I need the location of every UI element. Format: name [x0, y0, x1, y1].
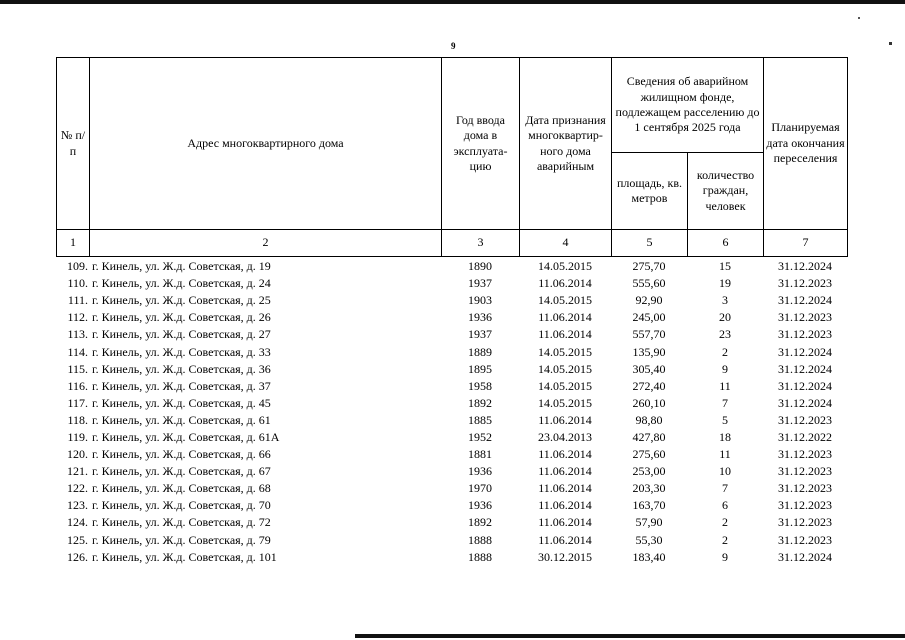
- column-number: 4: [520, 230, 612, 257]
- row-year: 1958: [468, 378, 492, 393]
- header-num: № п/п: [57, 58, 90, 230]
- row-date: 11.06.2014: [538, 515, 592, 530]
- row-residents: 9: [722, 361, 728, 376]
- row-residents: 10: [719, 464, 731, 479]
- table-row: [56, 275, 847, 292]
- row-end-date: 31.12.2023: [778, 310, 832, 325]
- row-area: 557,70: [632, 327, 666, 342]
- row-end-date: 31.12.2023: [778, 532, 832, 547]
- row-address: г. Кинель, ул. Ж.д. Советская, д. 24: [92, 276, 271, 291]
- row-date: 11.06.2014: [538, 498, 592, 513]
- row-date: 11.06.2014: [538, 447, 592, 462]
- row-address: г. Кинель, ул. Ж.д. Советская, д. 45: [92, 395, 271, 410]
- table-header: [56, 57, 848, 257]
- row-residents: 19: [719, 276, 731, 291]
- row-area: 260,10: [632, 395, 666, 410]
- row-residents: 23: [719, 327, 731, 342]
- row-year: 1888: [468, 549, 492, 564]
- row-end-date: 31.12.2023: [778, 498, 832, 513]
- row-address: г. Кинель, ул. Ж.д. Советская, д. 68: [92, 481, 271, 496]
- row-date: 14.05.2015: [538, 259, 592, 274]
- row-residents: 9: [722, 549, 728, 564]
- table-row: [56, 361, 847, 378]
- row-number: 110.: [67, 276, 88, 291]
- table-row: [56, 378, 847, 395]
- row-area: 135,90: [632, 344, 666, 359]
- header-count: количество граждан, человек: [688, 153, 764, 230]
- row-date: 14.05.2015: [538, 378, 592, 393]
- row-end-date: 31.12.2022: [778, 429, 832, 444]
- row-residents: 5: [722, 412, 728, 427]
- row-year: 1888: [468, 532, 492, 547]
- row-address: г. Кинель, ул. Ж.д. Советская, д. 61А: [92, 429, 280, 444]
- row-number: 115.: [67, 361, 88, 376]
- row-year: 1970: [468, 481, 492, 496]
- row-number: 118.: [67, 412, 88, 427]
- scan-speck: [858, 17, 860, 19]
- row-end-date: 31.12.2024: [778, 361, 832, 376]
- row-date: 23.04.2013: [538, 429, 592, 444]
- row-number: 126.: [67, 549, 88, 564]
- table-row: [56, 480, 847, 497]
- row-address: г. Кинель, ул. Ж.д. Советская, д. 79: [92, 532, 271, 547]
- table-row: [56, 343, 847, 360]
- row-residents: 11: [719, 378, 731, 393]
- row-date: 11.06.2014: [538, 276, 592, 291]
- row-residents: 18: [719, 429, 731, 444]
- row-area: 275,70: [632, 259, 666, 274]
- row-year: 1937: [468, 276, 492, 291]
- row-address: г. Кинель, ул. Ж.д. Советская, д. 25: [92, 293, 271, 308]
- header-date: Дата признания многоквартир-ного дома аварийным: [520, 58, 612, 230]
- row-year: 1890: [468, 259, 492, 274]
- row-number: 114.: [67, 344, 88, 359]
- row-number: 124.: [67, 515, 88, 530]
- row-number: 119.: [67, 429, 88, 444]
- row-year: 1881: [468, 447, 492, 462]
- row-end-date: 31.12.2023: [778, 481, 832, 496]
- row-area: 555,60: [632, 276, 666, 291]
- row-end-date: 31.12.2024: [778, 378, 832, 393]
- row-year: 1937: [468, 327, 492, 342]
- row-end-date: 31.12.2024: [778, 344, 832, 359]
- row-area: 275,60: [632, 447, 666, 462]
- row-address: г. Кинель, ул. Ж.д. Советская, д. 37: [92, 378, 271, 393]
- row-year: 1936: [468, 464, 492, 479]
- table-row: [56, 309, 847, 326]
- column-number: 7: [764, 230, 848, 257]
- row-date: 11.06.2014: [538, 327, 592, 342]
- row-number: 113.: [67, 327, 88, 342]
- row-end-date: 31.12.2024: [778, 395, 832, 410]
- table-row: [56, 258, 847, 275]
- row-area: 92,90: [635, 293, 663, 308]
- page-number: 9: [451, 41, 456, 51]
- row-residents: 6: [722, 498, 728, 513]
- row-date: 11.06.2014: [538, 481, 592, 496]
- table-row: [56, 429, 847, 446]
- row-year: 1903: [468, 293, 492, 308]
- row-date: 14.05.2015: [538, 344, 592, 359]
- row-number: 109.: [67, 259, 88, 274]
- row-address: г. Кинель, ул. Ж.д. Советская, д. 67: [92, 464, 271, 479]
- column-number: 2: [90, 230, 442, 257]
- table-row: [56, 292, 847, 309]
- row-number: 122.: [67, 481, 88, 496]
- row-end-date: 31.12.2024: [778, 259, 832, 274]
- row-end-date: 31.12.2023: [778, 327, 832, 342]
- row-area: 272,40: [632, 378, 666, 393]
- row-residents: 15: [719, 259, 731, 274]
- row-year: 1895: [468, 361, 492, 376]
- row-residents: 20: [719, 310, 731, 325]
- header-address: Адрес многоквартирного дома: [90, 58, 442, 230]
- row-date: 11.06.2014: [538, 412, 592, 427]
- table-row: [56, 532, 847, 549]
- table-row: [56, 463, 847, 480]
- scan-speck: [889, 42, 892, 45]
- header-area: площадь, кв. метров: [612, 153, 688, 230]
- row-address: г. Кинель, ул. Ж.д. Советская, д. 61: [92, 412, 271, 427]
- table-row: [56, 395, 847, 412]
- row-address: г. Кинель, ул. Ж.д. Советская, д. 72: [92, 515, 271, 530]
- column-number: 6: [688, 230, 764, 257]
- row-address: г. Кинель, ул. Ж.д. Советская, д. 66: [92, 447, 271, 462]
- row-end-date: 31.12.2024: [778, 549, 832, 564]
- row-year: 1936: [468, 310, 492, 325]
- row-end-date: 31.12.2023: [778, 464, 832, 479]
- column-number: 5: [612, 230, 688, 257]
- row-end-date: 31.12.2023: [778, 447, 832, 462]
- row-address: г. Кинель, ул. Ж.д. Советская, д. 19: [92, 259, 271, 274]
- row-area: 57,90: [635, 515, 663, 530]
- table-row: [56, 412, 847, 429]
- top-scan-border: [0, 0, 905, 4]
- row-address: г. Кинель, ул. Ж.д. Советская, д. 70: [92, 498, 271, 513]
- header-year: Год ввода дома в эксплуата-цию: [442, 58, 520, 230]
- column-number: 3: [442, 230, 520, 257]
- row-residents: 11: [719, 447, 731, 462]
- row-date: 14.05.2015: [538, 293, 592, 308]
- data-table: [56, 258, 847, 566]
- row-date: 14.05.2015: [538, 395, 592, 410]
- row-year: 1889: [468, 344, 492, 359]
- header-fund-group: Сведения об аварийном жилищном фонде, подлежащем расселению до 1 сентября 2025 года: [612, 58, 764, 153]
- row-address: г. Кинель, ул. Ж.д. Советская, д. 36: [92, 361, 271, 376]
- row-number: 121.: [67, 464, 88, 479]
- row-area: 55,30: [635, 532, 663, 547]
- row-year: 1952: [468, 429, 492, 444]
- row-area: 203,30: [632, 481, 666, 496]
- row-residents: 2: [722, 532, 728, 547]
- table-row: [56, 497, 847, 514]
- row-address: г. Кинель, ул. Ж.д. Советская, д. 33: [92, 344, 271, 359]
- row-date: 11.06.2014: [538, 464, 592, 479]
- row-number: 120.: [67, 447, 88, 462]
- table-row: [56, 446, 847, 463]
- row-date: 30.12.2015: [538, 549, 592, 564]
- column-number: 1: [57, 230, 90, 257]
- row-end-date: 31.12.2023: [778, 412, 832, 427]
- row-area: 427,80: [632, 429, 666, 444]
- header-end-date: Планируемая дата окончания переселения: [764, 58, 848, 230]
- row-date: 11.06.2014: [538, 532, 592, 547]
- row-address: г. Кинель, ул. Ж.д. Советская, д. 27: [92, 327, 271, 342]
- row-year: 1892: [468, 395, 492, 410]
- row-area: 253,00: [632, 464, 666, 479]
- row-area: 183,40: [632, 549, 666, 564]
- row-area: 98,80: [635, 412, 663, 427]
- row-number: 112.: [67, 310, 88, 325]
- table-row: [56, 514, 847, 531]
- row-residents: 2: [722, 515, 728, 530]
- bottom-scan-border: [355, 634, 905, 638]
- row-area: 163,70: [632, 498, 666, 513]
- row-number: 116.: [67, 378, 88, 393]
- row-residents: 7: [722, 481, 728, 496]
- row-area: 245,00: [632, 310, 666, 325]
- row-date: 14.05.2015: [538, 361, 592, 376]
- table-row: [56, 326, 847, 343]
- row-end-date: 31.12.2024: [778, 293, 832, 308]
- row-residents: 2: [722, 344, 728, 359]
- row-area: 305,40: [632, 361, 666, 376]
- row-residents: 3: [722, 293, 728, 308]
- row-year: 1885: [468, 412, 492, 427]
- row-date: 11.06.2014: [538, 310, 592, 325]
- row-number: 123.: [67, 498, 88, 513]
- row-number: 117.: [67, 395, 88, 410]
- row-residents: 7: [722, 395, 728, 410]
- row-year: 1892: [468, 515, 492, 530]
- row-year: 1936: [468, 498, 492, 513]
- table-row: [56, 549, 847, 566]
- row-address: г. Кинель, ул. Ж.д. Советская, д. 101: [92, 549, 277, 564]
- row-end-date: 31.12.2023: [778, 276, 832, 291]
- row-end-date: 31.12.2023: [778, 515, 832, 530]
- row-number: 125.: [67, 532, 88, 547]
- row-number: 111.: [67, 293, 88, 308]
- row-address: г. Кинель, ул. Ж.д. Советская, д. 26: [92, 310, 271, 325]
